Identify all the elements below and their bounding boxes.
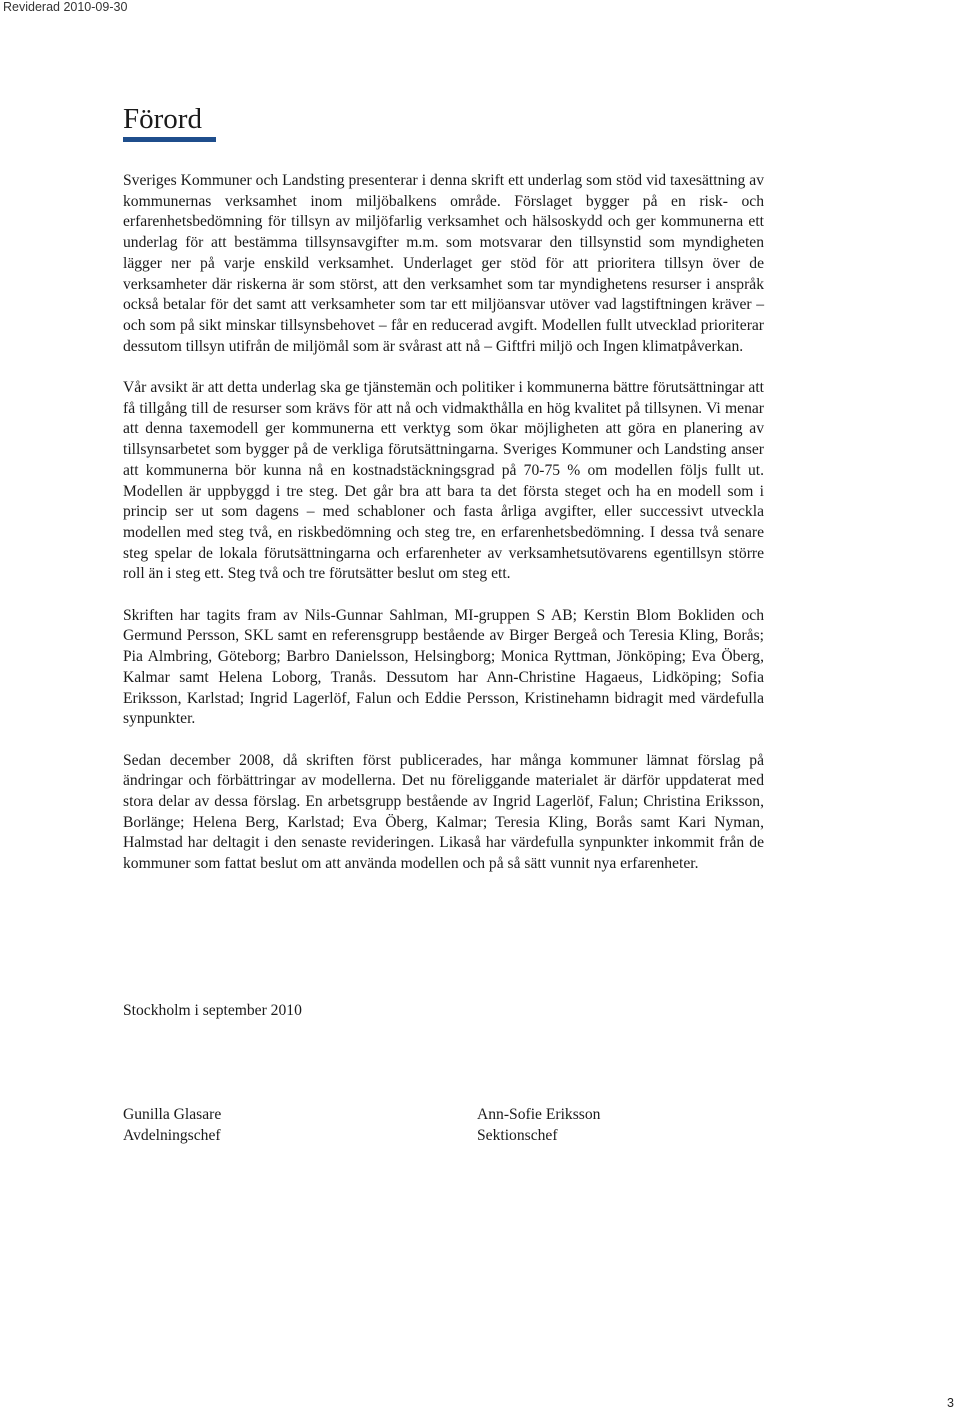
signature-name: Gunilla Glasare — [123, 1106, 222, 1123]
signature-name: Ann-Sofie Eriksson — [477, 1106, 601, 1123]
signature-role: Sektionschef — [477, 1126, 558, 1144]
signature-role: Avdelningschef — [123, 1126, 221, 1144]
title-underline-bar — [123, 137, 216, 142]
signature-block-1 — [123, 1105, 221, 1146]
page-number: 3 — [947, 1396, 954, 1410]
document-body — [123, 171, 764, 896]
signature-block-2 — [477, 1105, 600, 1146]
page-title: Förord — [123, 103, 202, 135]
paragraph-revision: Sedan december 2008, då skriften först publicerades, har många kommuner lämnat förslag på ändringar och förbättringar av modellerna. Det nu föreliggande materialet är därför uppdaterat med stora delar av dessa förslag. En arbetsgrupp bestående av Ingrid Lagerlöf, Falun; Christina Eriksson, Borlänge; Helena Berg, Karlstad; Eva Öberg, Kalmar; Teresia Kling, Borås samt Kari Nyman, Halmstad har deltagit i den senaste revideringen. Likaså har värdefulla synpunkter inkommit från de kommuner som fattat beslut om att använda modellen och på så sätt vunnit nya erfarenheter. — [123, 751, 764, 873]
paragraph-purpose: Vår avsikt är att detta underlag ska ge tjänstemän och politiker i kommunerna bättre förutsättningar att få tillgång till de resurser som krävs för att nå och vidmakthålla en hög kvalitet på tillsynen. Vi menar att denna taxemodell ger kommunerna ett verktyg som ökar möjligheten att göra en planering av tillsynsarbetet som bygger på de verkliga förutsättningarna. Sveriges Kommuner och Landsting anser att kommunerna bör kunna nå en kostnadstäckningsgrad på 70-75 % om modellen följs fullt ut. Modellen är uppbyggd i tre steg. Det går bra att bara ta det första steget och ha en modell som i princip ser ut som dagens – med schabloner och fasta årliga avgifter, eller successivt utveckla modellen med steg två, en riskbedömning och steg tre, en erfarenhetsbedömning. I dessa två senare steg spelar de lokala förutsättningarna och erfarenheter av verksamhetsutövarens egentillsyn större roll än i steg ett. Steg två och tre förutsätter beslut om steg ett. — [123, 379, 764, 583]
place-and-date: Stockholm i september 2010 — [123, 1002, 302, 1019]
paragraph-authors: Skriften har tagits fram av Nils-Gunnar Sahlman, MI-gruppen S AB; Kerstin Blom Bokliden och Germund Persson, SKL samt en referensgrupp bestående av Birger Bergeå och Teresia Kling, Borås; Pia Almbring, Göteborg; Barbro Danielsson, Helsingborg; Monica Ryttman, Jönköping; Eva Öberg, Kalmar samt Helena Loborg, Tranås. Dessutom har Ann-Christine Hagaeus, Lidköping; Sofia Eriksson, Karlstad; Ingrid Lagerlöf, Falun och Eddie Persson, Kristinehamn bidragit med värdefulla synpunkter. — [123, 606, 764, 728]
paragraph-intro: Sveriges Kommuner och Landsting presenterar i denna skrift ett underlag som stöd vid taxesättning av kommunernas verksamhet inom miljöbalkens område. Förslaget bygger på en risk- och erfarenhetsbedömning för tillsyn av miljöfarlig verksamhet och hälsoskydd och ger kommunerna ett underlag för att bestämma tillsynsavgifter m.m. som motsvarar den tillsynstid som myndigheten lägger ner på varje enskild verksamhet. Underlaget ger stöd för att prioritera tillsyn över de verksamheter där riskerna är som störst, att den verksamhet som tar myndighetens resurser i anspråk också betalar för det samt att verksamheter som tar ett miljöansvar utöver vad lagstiftningen kräver – och som på sikt minskar tillsynsbehovet – får en reducerad avgift. Modellen fullt utvecklad prioriterar dessutom tillsyn utifrån de miljömål som är svårast att nå – Giftfri miljö och Ingen klimatpåverkan. — [123, 172, 764, 355]
revision-date: Reviderad 2010-09-30 — [3, 0, 128, 14]
